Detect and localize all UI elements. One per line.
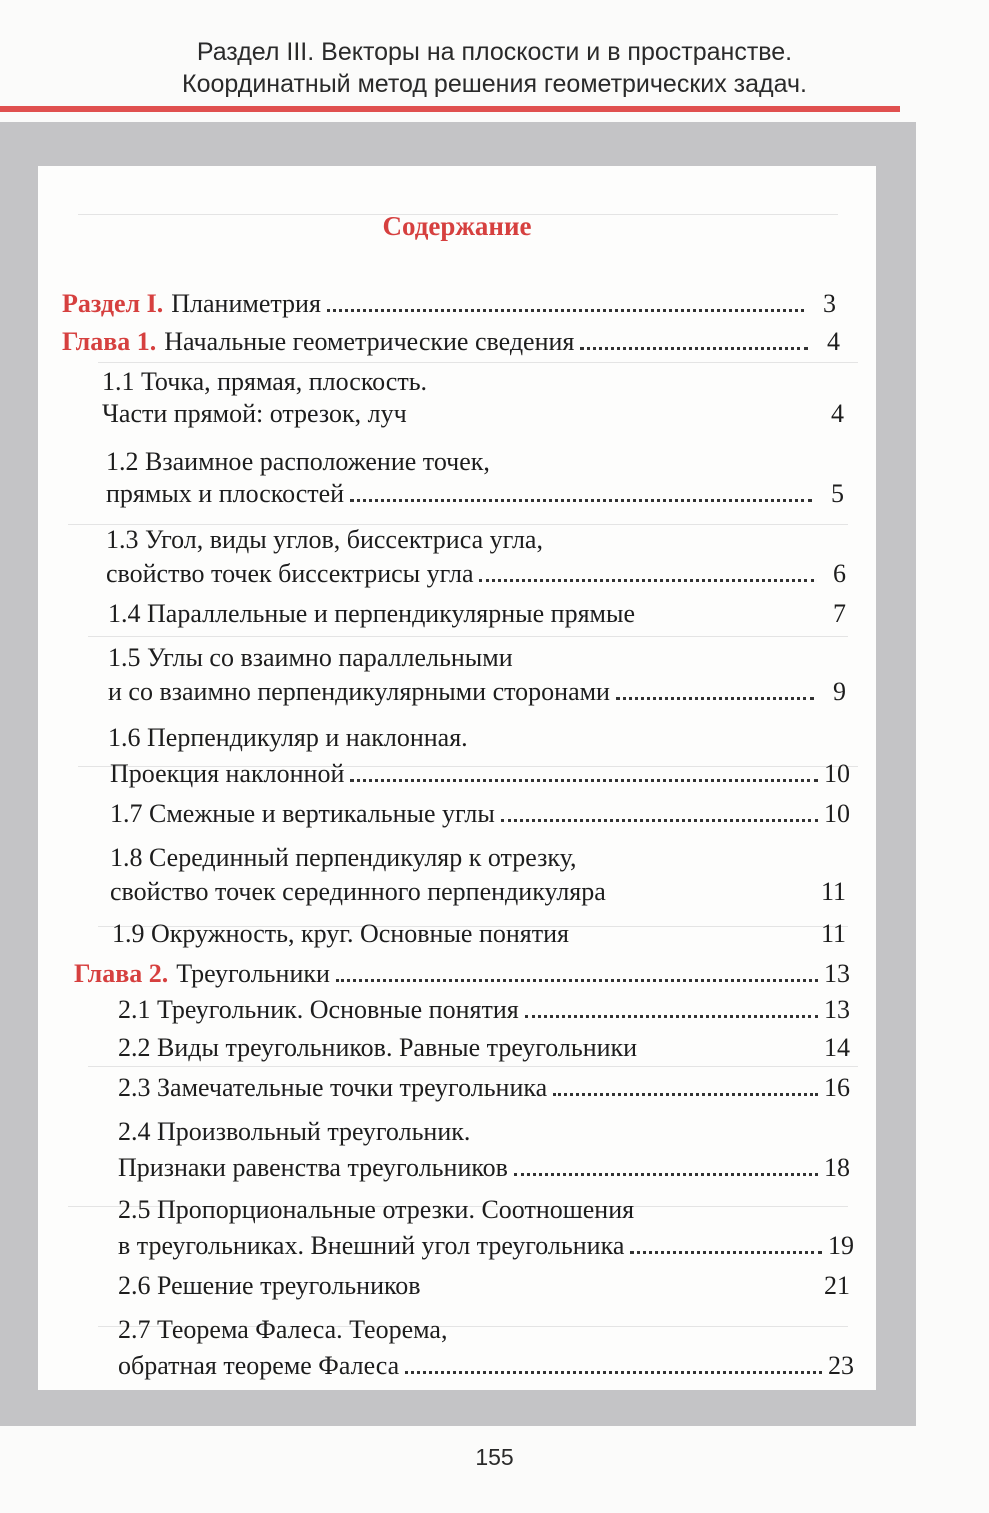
toc-entry-1-5[interactable] [108,676,846,708]
dot-leader [553,1093,818,1096]
running-header-line-1: Раздел III. Векторы на плоскости и в пространстве. [196,38,793,66]
entry-page: 5 [831,479,844,508]
entry-page: 10 [824,759,850,788]
toc-entry-2-5-line-1: 2.5 Пропорциональные отрезки. Соотношения [118,1195,635,1224]
entry-label: Глава 2. [74,959,169,988]
dot-leader [405,1371,822,1374]
entry-text: 2.1 Треугольник. Основные понятия [118,995,519,1024]
toc-entry-1-4[interactable] [108,598,846,630]
entry-text: Треугольники [176,959,330,988]
entry-page: 18 [824,1153,850,1182]
dot-leader [616,697,814,700]
entry-text: 2.6 Решение треугольников [118,1271,421,1300]
entry-text: 1.7 Смежные и вертикальные углы [110,799,495,828]
toc-entry-1-2[interactable] [106,478,844,510]
toc-entry-1-5-line-1: 1.5 Углы со взаимно параллельными [108,643,513,672]
entry-text: 1.9 Окружность, круг. Основные понятия [112,919,569,948]
toc-panel [38,166,876,1390]
toc-entry-chapter-1[interactable] [62,326,840,358]
entry-text: 2.2 Виды треугольников. Равные треугольники [118,1033,638,1062]
entry-text: Проекция наклонной [110,759,345,788]
entry-page: 23 [828,1351,854,1380]
dot-leader [580,347,808,350]
running-header-line-2: Координатный метод решения геометрических задач. [182,70,807,98]
toc-entry-1-6[interactable] [110,758,850,790]
toc-entry-1-3[interactable] [106,558,846,590]
entry-text: обратная теореме Фалеса [118,1351,400,1380]
entry-page: 13 [824,995,850,1024]
header-red-rule [0,106,900,112]
dot-leader [479,579,814,582]
toc-entry-1-1-line-1: 1.1 Точка, прямая, плоскость. [102,367,428,396]
entry-text: прямых и плоскостей [106,479,345,508]
entry-page: 13 [824,959,850,988]
entry-page: 14 [824,1033,850,1062]
toc-entry-2-7-line-1: 2.7 Теорема Фалеса. Теорема, [118,1315,448,1344]
dot-leader [630,1251,822,1254]
toc-entry-1-9[interactable] [112,918,846,950]
toc-entry-2-4-line-1: 2.4 Произвольный треугольник. [118,1117,471,1146]
toc-entry-1-8[interactable] [110,876,846,908]
entry-text: свойство точек серединного перпендикуляра [110,877,606,906]
entry-text: Начальные геометрические сведения [164,327,575,356]
entry-label: Раздел I. [62,289,164,318]
entry-text: Планиметрия [171,289,321,318]
toc-entry-2-3[interactable] [118,1072,850,1104]
entry-page: 6 [833,559,846,588]
dot-leader [514,1173,818,1176]
dot-leader [350,779,818,782]
entry-page: 3 [823,289,836,318]
toc-entry-2-2[interactable] [118,1032,850,1064]
entry-text: Признаки равенства треугольников [118,1153,508,1182]
toc-entry-1-8-line-1: 1.8 Серединный перпендикуляр к отрезку, [110,843,577,872]
toc-entry-1-3-line-1: 1.3 Угол, виды углов, биссектриса угла, [106,525,543,554]
entry-page: 11 [820,919,846,948]
toc-entry-1-1[interactable] [102,398,844,430]
running-header [0,36,989,100]
toc-entry-2-4[interactable] [118,1152,850,1184]
toc-entry-2-1[interactable] [118,994,850,1026]
toc-entry-1-6-line-1: 1.6 Перпендикуляр и наклонная. [108,723,468,752]
toc-entry-chapter-2[interactable] [74,958,850,990]
entry-text: в треугольниках. Внешний угол треугольника [118,1231,625,1260]
dot-leader [501,819,818,822]
toc-entry-section-1[interactable] [62,288,836,320]
page-number: 155 [475,1444,514,1470]
toc-entry-1-7[interactable] [110,798,850,830]
entry-page: 11 [820,877,846,906]
entry-text: 2.3 Замечательные точки треугольника [118,1073,548,1102]
entry-page: 4 [831,399,844,428]
toc-entry-2-7[interactable] [118,1350,854,1382]
entry-page: 21 [824,1271,850,1300]
toc-title: Содержание [382,211,532,241]
entry-page: 10 [824,799,850,828]
entry-text: Части прямой: отрезок, луч [102,399,407,428]
dot-leader [525,1015,818,1018]
entry-text: свойство точек биссектрисы угла [106,559,474,588]
dot-leader [350,499,812,502]
toc-entry-1-2-line-1: 1.2 Взаимное расположение точек, [106,447,490,476]
entry-label: Глава 1. [62,327,157,356]
entry-page: 19 [828,1231,854,1260]
toc-entry-2-5[interactable] [118,1230,854,1262]
toc-entry-2-6[interactable] [118,1270,850,1302]
entry-text: и со взаимно перпендикулярными сторонами [108,677,610,706]
entry-page: 7 [833,599,846,628]
toc-list [38,166,876,1390]
entry-page: 9 [833,677,846,706]
entry-page: 4 [827,327,840,356]
dot-leader [336,979,818,982]
entry-text: 1.4 Параллельные и перпендикулярные прямые [108,599,636,628]
entry-page: 16 [824,1073,850,1102]
dot-leader [327,309,804,312]
